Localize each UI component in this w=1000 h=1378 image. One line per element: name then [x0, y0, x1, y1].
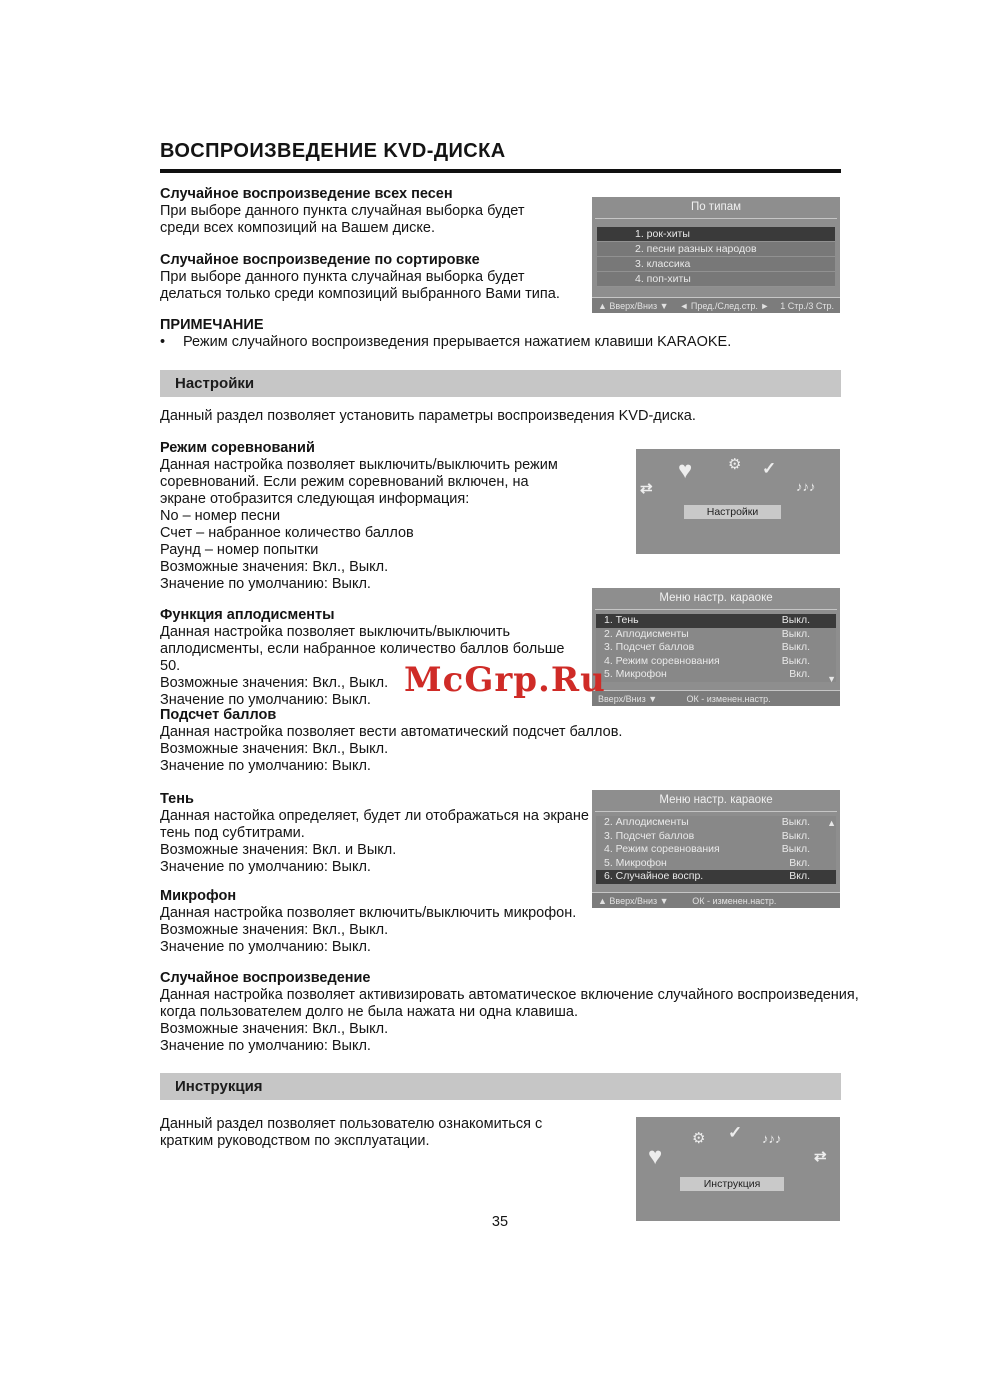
note-bullet-row [160, 334, 880, 351]
menu-item: 2. песни разных народов [597, 242, 835, 257]
screen-title: По типам [690, 201, 742, 213]
footer-page-hint: ◄ Пред./След.стр. ► [679, 300, 770, 311]
menu-item-value: Вкл. [789, 856, 810, 869]
section-bar-instruction [160, 1073, 841, 1100]
notes-icon: ♪♪♪ [762, 1131, 782, 1146]
title-rule [160, 169, 841, 173]
menu-item-label: 1. Тень [604, 614, 639, 626]
possible-values: Возможные значения: Вкл., Выкл. [160, 559, 389, 575]
divider [595, 811, 837, 812]
section-shadow [160, 791, 594, 876]
instruction-intro: Данный раздел позволяет пользователю ознакомиться с кратким руководством по эксплуатации. [160, 1116, 543, 1149]
menu-item-label: 4. Режим соревнования [604, 654, 720, 667]
menu-list [597, 227, 835, 287]
section-note [160, 317, 880, 351]
menu-item-label: 2. Аплодисменты [604, 816, 689, 828]
section-heading: Режим соревнований [160, 440, 315, 456]
selected-menu-label: Инструкция [680, 1177, 784, 1191]
menu-item-label: 4. Режим соревнования [604, 843, 720, 855]
notes-icon: ♪♪♪ [796, 479, 816, 494]
wrench-icon: ⚙ [728, 456, 742, 473]
wrench-icon: ⚙ [692, 1130, 706, 1147]
menu-item: 1. рок-хиты [597, 227, 835, 242]
footer-ok-hint: ОК - изменен.настр. [692, 895, 777, 906]
menu-list [596, 614, 836, 682]
screen-footer [592, 690, 840, 706]
section-body: При выборе данного пункта случайная выборка будет среди всех композиций на Вашем диске. [160, 203, 525, 236]
screen-footer [592, 297, 840, 313]
default-value: Значение по умолчанию: Выкл. [160, 758, 371, 774]
menu-item-label: 2. Аплодисменты [604, 627, 689, 640]
menu-item [596, 614, 836, 628]
page-title: ВОСПРОИЗВЕДЕНИЕ KVD-ДИСКА [160, 140, 506, 162]
divider [595, 218, 837, 219]
footer-ok-hint: ОК - изменен.настр. [686, 693, 771, 704]
settings-intro: Данный раздел позволяет установить параметры воспроизведения KVD-диска. [160, 408, 696, 424]
screen-karaoke-menu-1 [592, 588, 840, 706]
info-line: No – номер песни [160, 508, 281, 524]
section-heading: Случайное воспроизведение всех песен [160, 186, 453, 202]
section-heading: Тень [160, 791, 194, 807]
possible-values: Возможные значения: Вкл., Выкл. [160, 1021, 389, 1037]
menu-item-value: Вкл. [789, 870, 810, 882]
menu-item [596, 641, 836, 655]
section-heading: Микрофон [160, 888, 237, 904]
screen-title: Меню настр. караоке [659, 794, 773, 806]
menu-item: 3. классика [597, 257, 835, 272]
default-value: Значение по умолчанию: Выкл. [160, 1038, 371, 1054]
menu-item-value: Выкл. [781, 843, 810, 855]
heart-icon: ♥ [678, 457, 693, 484]
possible-values: Возможные значения: Вкл., Выкл. [160, 675, 389, 691]
menu-item-label: 6. Случайное воспр. [604, 870, 704, 882]
footer-updown-hint: Вверх/Вниз ▼ [598, 693, 658, 704]
menu-item [596, 843, 836, 857]
menu-item [596, 870, 836, 884]
footer-updown-hint: ▲ Вверх/Вниз ▼ [598, 300, 669, 311]
bullet-marker: • [160, 334, 166, 350]
menu-item-value: Выкл. [781, 829, 810, 842]
screen-by-type [592, 197, 840, 313]
default-value: Значение по умолчанию: Выкл. [160, 939, 371, 955]
menu-item: 4. поп-хиты [597, 272, 835, 287]
menu-item-value: Вкл. [789, 668, 810, 680]
scroll-down-icon: ▼ [827, 674, 836, 684]
heart-icon: ♥ [648, 1143, 663, 1170]
check-icon: ✓ [728, 1123, 743, 1142]
info-line: Счет – набранное количество баллов [160, 525, 414, 541]
note-heading: ПРИМЕЧАНИЕ [160, 317, 264, 333]
menu-item [596, 857, 836, 871]
shuffle-icon: ⇄ [814, 1148, 827, 1165]
section-random-playback [160, 970, 866, 1055]
section-competition-mode [160, 440, 572, 593]
scroll-up-icon: ▲ [827, 818, 836, 828]
menu-item-value: Выкл. [781, 654, 810, 667]
info-line: Раунд – номер попытки [160, 542, 319, 558]
section-body: Данная настройка позволяет активизировать автоматическое включение случайного воспроизведения, когда пользователем долго не была нажата ни одна клавиша. [160, 987, 859, 1020]
possible-values: Возможные значения: Вкл., Выкл. [160, 922, 389, 938]
menu-item [596, 668, 836, 682]
section-body: Данная настройка позволяет включить/выключить микрофон. [160, 905, 577, 921]
section-random-sort [160, 252, 584, 303]
watermark: McGrp.Ru [404, 660, 606, 700]
section-body: При выборе данного пункта случайная выборка будет делаться только среди композиций выбранного Вами типа. [160, 269, 560, 302]
section-heading: Функция аплодисменты [160, 607, 335, 623]
menu-item [596, 628, 836, 642]
section-body: Данная настройка позволяет вести автоматический подсчет баллов. [160, 724, 623, 740]
menu-item-value: Выкл. [781, 641, 810, 653]
menu-item-value: Выкл. [781, 627, 810, 640]
screen-settings-menu [636, 449, 840, 554]
possible-values: Возможные значения: Вкл., Выкл. [160, 741, 389, 757]
section-heading: Случайное воспроизведение по сортировке [160, 252, 480, 268]
menu-item-value: Выкл. [781, 614, 810, 626]
check-icon: ✓ [762, 459, 777, 478]
possible-values: Возможные значения: Вкл. и Выкл. [160, 842, 397, 858]
section-heading: Случайное воспроизведение [160, 970, 371, 986]
default-value: Значение по умолчанию: Выкл. [160, 859, 371, 875]
note-bullet-text: Режим случайного воспроизведения прерывается нажатием клавиши KARAOKE. [183, 334, 732, 350]
menu-item-label: 3. Подсчет баллов [604, 829, 695, 842]
shuffle-icon: ⇄ [640, 480, 653, 497]
menu-item [596, 816, 836, 830]
section-body: Данная настройка позволяет выключить/выключить режим соревнований. Если режим соревнований включен, на экране отобразится следующая информация: [160, 457, 558, 507]
menu-item [596, 655, 836, 669]
section-score [160, 707, 780, 775]
section-bar-label: Настройки [175, 375, 255, 392]
menu-item-value: Выкл. [781, 816, 810, 828]
default-value: Значение по умолчанию: Выкл. [160, 692, 371, 708]
selected-menu-label: Настройки [684, 505, 781, 519]
footer-updown-hint: ▲ Вверх/Вниз ▼ [598, 895, 669, 906]
section-bar-label: Инструкция [175, 1078, 263, 1095]
footer-page-count: 1 Стр./3 Стр. [780, 300, 834, 311]
menu-item-label: 5. Микрофон [604, 856, 667, 869]
menu-item [596, 830, 836, 844]
section-heading: Подсчет баллов [160, 707, 277, 723]
menu-item-label: 3. Подсчет баллов [604, 641, 695, 653]
divider [595, 609, 837, 610]
page-number: 35 [491, 1214, 509, 1230]
section-microphone [160, 888, 720, 956]
menu-item-label: 5. Микрофон [604, 668, 667, 680]
default-value: Значение по умолчанию: Выкл. [160, 576, 371, 592]
section-body: Данная настройка позволяет выключить/выключить аплодисменты, если набранное количество баллов больше 50. [160, 624, 565, 674]
section-bar-settings [160, 370, 841, 397]
menu-list [596, 816, 836, 884]
section-random-all [160, 186, 565, 237]
section-body: Данная настойка определяет, будет ли отображаться на экране тень под субтитрами. [160, 808, 589, 841]
screen-title: Меню настр. караоке [659, 592, 773, 604]
screen-instruction-menu [636, 1117, 840, 1221]
